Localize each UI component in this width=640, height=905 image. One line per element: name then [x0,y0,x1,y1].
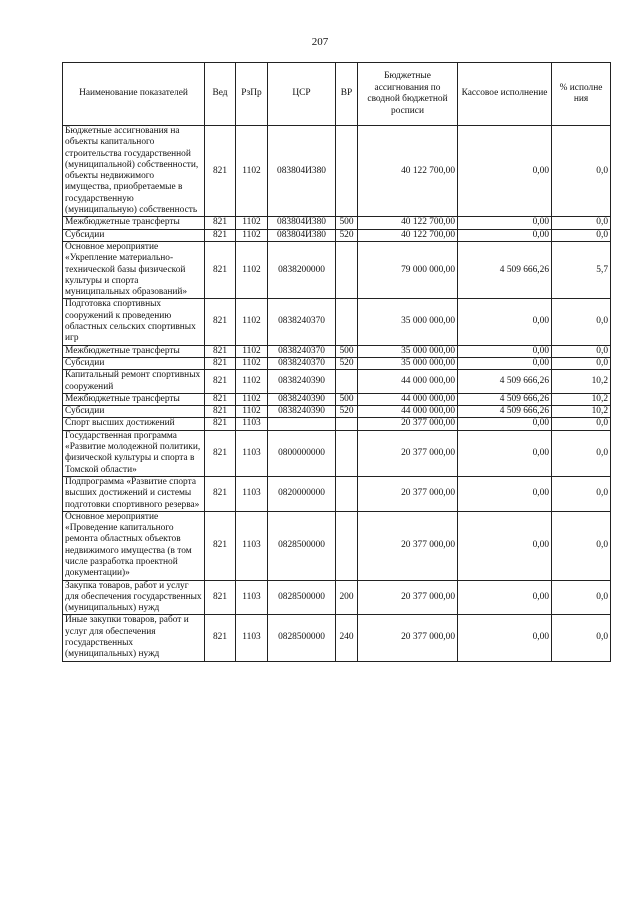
cell-budget: 20 377 000,00 [358,511,458,580]
cell-percent: 0,0 [552,345,611,357]
table-row [63,299,611,345]
cell-ved: 821 [205,418,236,430]
cell-percent: 10,2 [552,406,611,418]
cell-csr: 0838240390 [268,393,336,405]
cell-rzpr: 1102 [236,345,268,357]
cell-vr: 500 [336,345,358,357]
table-row [63,126,611,217]
cell-vr [336,430,358,476]
cell-budget: 40 122 700,00 [358,217,458,229]
cell-vr: 520 [336,406,358,418]
cell-budget: 40 122 700,00 [358,126,458,217]
header-vr: ВР [336,63,358,126]
cell-percent: 0,0 [552,476,611,511]
cell-cash: 0,00 [458,580,552,615]
header-name: Наименование показателей [63,63,205,126]
cell-cash: 0,00 [458,615,552,661]
table-row [63,615,611,661]
cell-name: Государственная программа «Развитие молодежной политики, физической культуры и спорта в Томской области» [63,430,205,476]
cell-percent: 0,0 [552,229,611,241]
cell-csr: 0828500000 [268,511,336,580]
cell-name: Межбюджетные трансферты [63,393,205,405]
cell-vr: 500 [336,393,358,405]
cell-budget: 44 000 000,00 [358,406,458,418]
cell-budget: 20 377 000,00 [358,418,458,430]
cell-name: Подпрограмма «Развитие спорта высших достижений и системы подготовки спортивного резерва» [63,476,205,511]
cell-ved: 821 [205,430,236,476]
cell-ved: 821 [205,126,236,217]
cell-ved: 821 [205,615,236,661]
cell-name: Капитальный ремонт спортивных сооружений [63,370,205,394]
cell-csr: 083804И380 [268,126,336,217]
table-row [63,511,611,580]
cell-percent: 10,2 [552,393,611,405]
cell-csr: 0820000000 [268,476,336,511]
cell-percent: 0,0 [552,511,611,580]
table-row [63,217,611,229]
cell-percent: 0,0 [552,580,611,615]
cell-percent: 0,0 [552,126,611,217]
cell-budget: 35 000 000,00 [358,345,458,357]
cell-percent: 0,0 [552,615,611,661]
cell-name: Бюджетные ассигнования на объекты капитального строительства государственной (муниципальной) собственности, объекты недвижимого имущества, приобретаемые в государственную (муниципальную) собственность [63,126,205,217]
cell-rzpr: 1102 [236,229,268,241]
cell-csr: 0838240390 [268,406,336,418]
cell-csr: 0838200000 [268,241,336,298]
cell-ved: 821 [205,241,236,298]
cell-percent: 10,2 [552,370,611,394]
cell-name: Закупка товаров, работ и услуг для обеспечения государственных (муниципальных) нужд [63,580,205,615]
cell-rzpr: 1103 [236,580,268,615]
cell-percent: 0,0 [552,418,611,430]
header-percent: % исполне ния [552,63,611,126]
cell-budget: 20 377 000,00 [358,476,458,511]
cell-budget: 35 000 000,00 [358,357,458,369]
cell-vr [336,476,358,511]
cell-cash: 4 509 666,26 [458,406,552,418]
table-row [63,357,611,369]
cell-rzpr: 1102 [236,126,268,217]
cell-ved: 821 [205,511,236,580]
cell-rzpr: 1102 [236,406,268,418]
cell-csr: 0838240390 [268,370,336,394]
table-row [63,476,611,511]
cell-percent: 0,0 [552,430,611,476]
cell-cash: 0,00 [458,418,552,430]
cell-budget: 44 000 000,00 [358,393,458,405]
table-row [63,345,611,357]
cell-cash: 0,00 [458,357,552,369]
cell-name: Подготовка спортивных сооружений к проведению областных сельских спортивных игр [63,299,205,345]
cell-vr [336,241,358,298]
header-ved: Вед [205,63,236,126]
cell-csr: 0828500000 [268,580,336,615]
cell-vr: 240 [336,615,358,661]
cell-name: Субсидии [63,406,205,418]
table-row [63,580,611,615]
header-rzpr: РзПр [236,63,268,126]
table-header-row [63,63,611,126]
table-row [63,406,611,418]
cell-vr [336,370,358,394]
cell-percent: 5,7 [552,241,611,298]
cell-cash: 0,00 [458,229,552,241]
cell-budget: 40 122 700,00 [358,229,458,241]
cell-ved: 821 [205,580,236,615]
cell-cash: 0,00 [458,217,552,229]
cell-cash: 0,00 [458,430,552,476]
cell-name: Спорт высших достижений [63,418,205,430]
header-cash: Кассовое исполнение [458,63,552,126]
cell-percent: 0,0 [552,299,611,345]
cell-ved: 821 [205,370,236,394]
cell-csr [268,418,336,430]
cell-budget: 35 000 000,00 [358,299,458,345]
cell-rzpr: 1103 [236,418,268,430]
cell-cash: 4 509 666,26 [458,370,552,394]
cell-rzpr: 1102 [236,241,268,298]
cell-csr: 083804И380 [268,217,336,229]
cell-rzpr: 1102 [236,299,268,345]
table-row [63,229,611,241]
cell-rzpr: 1102 [236,393,268,405]
cell-vr: 520 [336,229,358,241]
cell-cash: 0,00 [458,299,552,345]
cell-cash: 0,00 [458,126,552,217]
cell-rzpr: 1103 [236,615,268,661]
cell-budget: 20 377 000,00 [358,580,458,615]
cell-csr: 083804И380 [268,229,336,241]
cell-budget: 44 000 000,00 [358,370,458,394]
header-csr: ЦСР [268,63,336,126]
budget-execution-table [62,62,611,662]
cell-budget: 79 000 000,00 [358,241,458,298]
cell-csr: 0838240370 [268,345,336,357]
cell-cash: 0,00 [458,511,552,580]
table-row [63,430,611,476]
cell-ved: 821 [205,393,236,405]
cell-rzpr: 1102 [236,370,268,394]
cell-name: Основное мероприятие «Проведение капитального ремонта областных объектов недвижимого имущества (в том числе разработка проектной документации)» [63,511,205,580]
table-row [63,370,611,394]
cell-budget: 20 377 000,00 [358,615,458,661]
cell-percent: 0,0 [552,217,611,229]
cell-rzpr: 1102 [236,217,268,229]
cell-csr: 0838240370 [268,357,336,369]
table-row [63,241,611,298]
cell-cash: 4 509 666,26 [458,241,552,298]
header-budget: Бюджетные ассигнования по сводной бюджетной росписи [358,63,458,126]
cell-ved: 821 [205,406,236,418]
cell-name: Субсидии [63,357,205,369]
cell-ved: 821 [205,299,236,345]
cell-ved: 821 [205,476,236,511]
cell-csr: 0800000000 [268,430,336,476]
cell-name: Основное мероприятие «Укрепление материально-технической базы физической культуры и спорта муниципальных образований» [63,241,205,298]
cell-cash: 4 509 666,26 [458,393,552,405]
cell-rzpr: 1103 [236,511,268,580]
cell-rzpr: 1103 [236,430,268,476]
cell-vr [336,126,358,217]
cell-ved: 821 [205,217,236,229]
cell-vr: 520 [336,357,358,369]
cell-ved: 821 [205,345,236,357]
cell-cash: 0,00 [458,345,552,357]
cell-name: Субсидии [63,229,205,241]
cell-vr [336,511,358,580]
cell-vr: 500 [336,217,358,229]
cell-vr [336,418,358,430]
cell-cash: 0,00 [458,476,552,511]
cell-ved: 821 [205,229,236,241]
cell-rzpr: 1102 [236,357,268,369]
cell-percent: 0,0 [552,357,611,369]
cell-vr [336,299,358,345]
cell-csr: 0838240370 [268,299,336,345]
page-number: 207 [311,36,329,48]
cell-vr: 200 [336,580,358,615]
cell-csr: 0828500000 [268,615,336,661]
cell-budget: 20 377 000,00 [358,430,458,476]
table-row [63,393,611,405]
table-row [63,418,611,430]
cell-ved: 821 [205,357,236,369]
cell-name: Иные закупки товаров, работ и услуг для обеспечения государственных (муниципальных) нужд [63,615,205,661]
cell-name: Межбюджетные трансферты [63,217,205,229]
cell-rzpr: 1103 [236,476,268,511]
cell-name: Межбюджетные трансферты [63,345,205,357]
